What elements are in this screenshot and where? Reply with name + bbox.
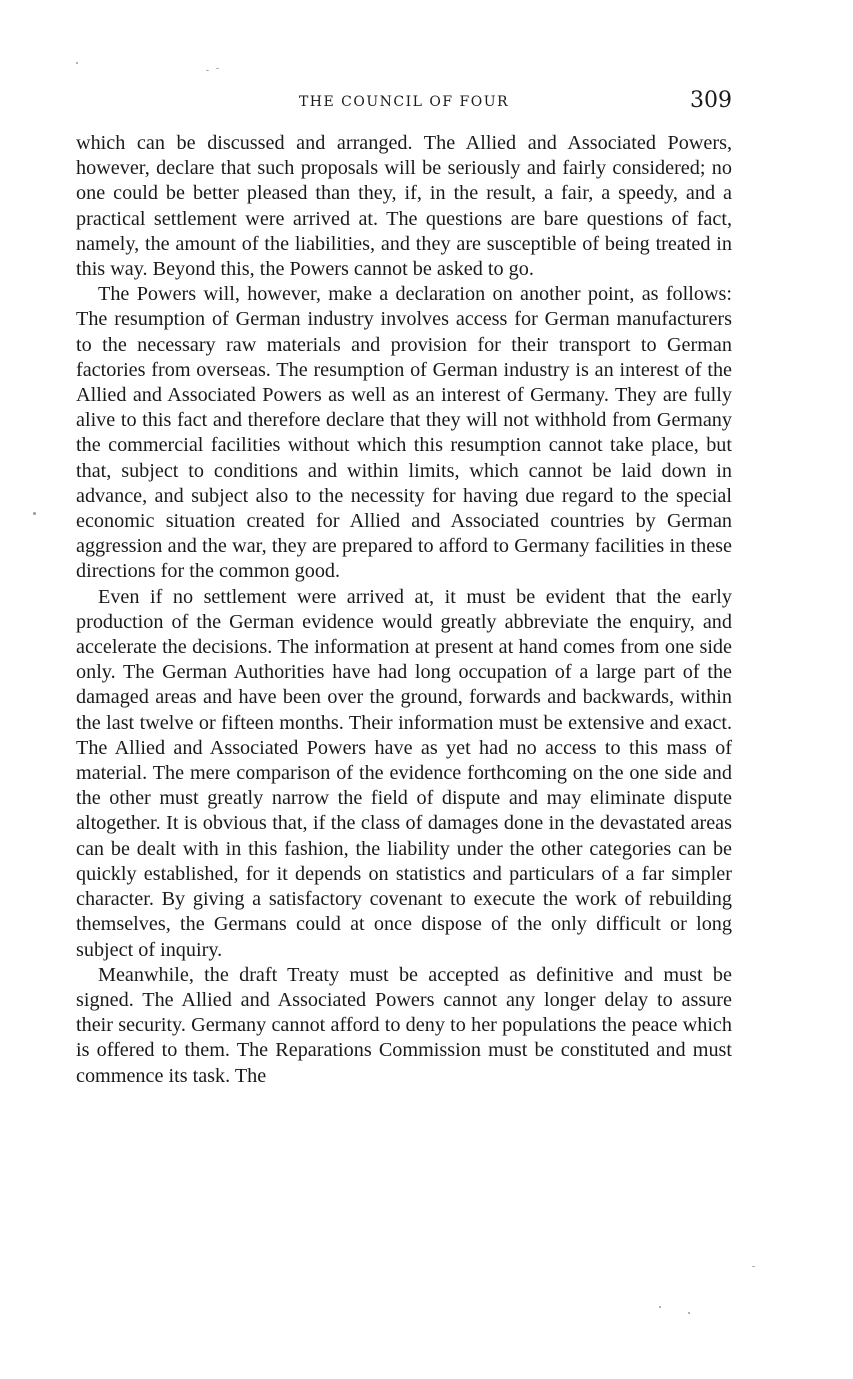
running-title: THE COUNCIL OF FOUR — [298, 94, 510, 110]
scan-speck — [33, 512, 36, 515]
running-header — [76, 88, 732, 118]
body-text — [76, 131, 732, 1089]
scan-speck — [206, 70, 209, 71]
scan-speck — [76, 62, 78, 64]
paragraph-settlement: Even if no settlement were arrived at, it must be evident that the early production of the German evidence would greatly abbreviate the enquiry, and accelerate the decisions. The information at present at hand comes from one side only. The German Authorities have had long occupation of a large part of the damaged areas and have been over the ground, forwards and backwards, within the last twelve or fifteen months. Their information must be extensive and exact. The Allied and Associated Powers have as yet had no access to this mass of material. The mere comparison of the evidence forthcoming on the one side and the other must greatly narrow the field of dispute and may eliminate dispute altogether. It is obvious that, if the class of damages done in the devastated areas can be dealt with in this fashion, the liability under the other categories can be quickly established, for it depends on statistics and particulars of a far simpler character. By giving a satisfactory covenant to execute the work of rebuilding themselves, the Germans could at once dispose of the only difficult or long subject of inquiry. — [76, 585, 732, 961]
paragraph-meanwhile: Meanwhile, the draft Treaty must be accepted as definitive and must be signed. The Allied and Associated Powers cannot any longer delay to assure their security. Germany cannot afford to deny to her populations the peace which is offered to them. The Reparations Commission must be constituted and must commence its task. The — [76, 963, 732, 1087]
paragraph-continued: which can be discussed and arranged. The Allied and Associated Powers, however, declare that such proposals will be seriously and fairly considered; no one could be better pleased than they, if, in the result, a fair, a speedy, and a practical settlement were arrived at. The questions are bare questions of fact, namely, the amount of the liabilities, and they are susceptible of being treated in this way. Beyond this, the Powers cannot be asked to go. — [76, 132, 732, 281]
scan-speck — [216, 68, 219, 69]
scan-speck — [659, 1306, 661, 1308]
page-number: 309 — [690, 88, 732, 113]
paragraph-declaration: The Powers will, however, make a declaration on another point, as follows: The resumption of German industry involves access for German manufacturers to the necessary raw materials and provision for their transport to German factories from overseas. The resumption of German industry is an interest of the Allied and Associated Powers as well as an interest of Germany. They are fully alive to this fact and therefore declare that they will not withhold from Germany the commercial facilities without which this resumption cannot take place, but that, subject to conditions and within limits, which cannot be laid down in advance, and subject also to the necessity for having due regard to the special economic situation created for Allied and Associated countries by German aggression and the war, they are prepared to afford to Germany facilities in these directions for the common good. — [76, 283, 732, 583]
scan-speck — [688, 1312, 690, 1314]
scan-speck — [752, 1266, 755, 1267]
